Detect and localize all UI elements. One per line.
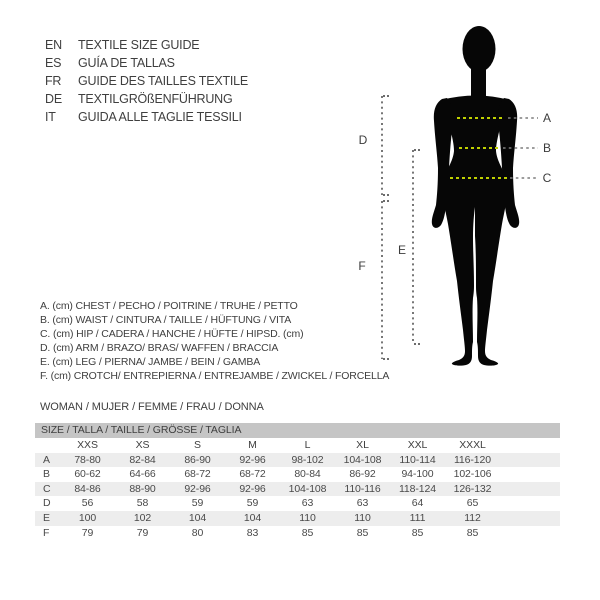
col-header-l: L [304, 439, 311, 451]
size-column-header-row [35, 438, 560, 453]
size-table-section [35, 423, 560, 540]
silhouette-left-arm [432, 98, 453, 228]
table-row-c [35, 482, 560, 497]
cell-e-xs: 102 [133, 511, 152, 524]
measurement-desc-arm: D. (cm) ARM / BRAZO/ BRAS/ WAFFEN / BRACCIA [40, 342, 279, 354]
marker-label-crotch-f: F [358, 259, 366, 273]
size-table [35, 438, 560, 540]
cell-f-m: 83 [246, 526, 259, 539]
lang-row-fr [45, 72, 248, 90]
lang-code-it: IT [45, 110, 56, 124]
col-header-xxs: XXS [77, 439, 98, 451]
measurement-desc-chest: A. (cm) CHEST / PECHO / POITRINE / TRUHE / PETTO [40, 300, 298, 312]
filler-cell [500, 482, 560, 497]
cell-c-l: 104-108 [288, 482, 327, 495]
leader-lines [503, 118, 538, 178]
row-label-c: C [43, 482, 51, 495]
row-label-a: A [43, 453, 50, 466]
cell-b-xxl: 94-100 [401, 468, 434, 481]
silhouette-right-arm [498, 98, 519, 228]
lang-code-de: DE [45, 92, 62, 106]
cell-d-xxl: 64 [411, 497, 424, 510]
lang-row-de [45, 90, 248, 108]
filler-cell [500, 438, 560, 453]
cell-b-xxxl: 102-106 [453, 468, 492, 481]
silhouette-head [463, 26, 496, 72]
cell-e-l: 110 [299, 511, 316, 524]
col-header-s: S [194, 439, 201, 451]
cell-d-l: 63 [301, 497, 314, 510]
filler-cell [500, 496, 560, 511]
row-label-d: D [43, 497, 51, 510]
table-row-e [35, 511, 560, 526]
measurement-desc-crotch: F. (cm) CROTCH/ ENTREPIERNA / ENTREJAMBE / ZWICKEL / FORCELLA [40, 370, 390, 382]
filler-cell [500, 467, 560, 482]
cell-e-s: 104 [188, 511, 207, 524]
cell-a-s: 86-90 [184, 453, 211, 466]
cell-d-s: 59 [191, 497, 204, 510]
cell-a-xxxl: 116-120 [453, 453, 492, 466]
lang-label-fr: GUIDE DES TAILLES TEXTILE [78, 74, 249, 88]
cell-e-xl: 110 [354, 511, 371, 524]
filler-cell [500, 526, 560, 541]
marker-label-waist-b: B [542, 141, 551, 155]
marker-label-arm-d: D [358, 133, 368, 147]
cell-f-xxxl: 85 [466, 526, 479, 539]
silhouette-neck [471, 56, 486, 100]
cell-d-m: 59 [246, 497, 259, 510]
woman-silhouette [432, 26, 519, 366]
table-row-b [35, 467, 560, 482]
marker-label-leg-e: E [397, 243, 406, 257]
lang-label-de: TEXTILGRÖßENFÜHRUNG [78, 92, 233, 106]
col-header-m: M [248, 439, 257, 451]
body-measure-lines [450, 118, 507, 178]
cell-c-xxxl: 126-132 [453, 482, 492, 495]
cell-f-s: 80 [191, 526, 204, 539]
cell-f-xs: 79 [136, 526, 149, 539]
cell-a-xxl: 110-114 [399, 453, 436, 466]
cell-d-xs: 58 [136, 497, 149, 510]
cell-e-m: 104 [243, 511, 262, 524]
cell-f-xxs: 79 [81, 526, 94, 539]
lang-code-es: ES [45, 56, 62, 70]
cell-f-xl: 85 [356, 526, 369, 539]
lang-label-es: GUÍA DE TALLAS [78, 56, 175, 70]
filler-cell [500, 453, 560, 468]
cell-b-m: 68-72 [239, 468, 266, 481]
measurement-desc-waist: B. (cm) WAIST / CINTURA / TAILLE / HÜFTUNG / VITA [40, 314, 292, 326]
cell-e-xxs: 100 [78, 511, 97, 524]
row-label-e: E [43, 511, 50, 524]
row-label-f: F [43, 526, 50, 539]
col-header-xxl: XXL [407, 439, 428, 451]
cell-d-xl: 63 [356, 497, 369, 510]
cell-c-xl: 110-116 [344, 482, 381, 495]
col-header-xl: XL [356, 439, 369, 451]
filler-cell [500, 511, 560, 526]
cell-c-xxs: 84-86 [74, 482, 101, 495]
table-row-a [35, 453, 560, 468]
cell-c-xs: 88-90 [129, 482, 156, 495]
table-row-d [35, 496, 560, 511]
cell-a-xxs: 78-80 [74, 453, 101, 466]
cell-b-xl: 86-92 [349, 468, 376, 481]
cell-b-l: 80-84 [294, 468, 321, 481]
corner-cell [35, 438, 60, 453]
measurement-description-list [40, 299, 389, 383]
lang-row-it [45, 108, 248, 126]
cell-c-xxl: 118-124 [398, 482, 437, 495]
cell-b-s: 68-72 [184, 468, 211, 481]
lang-label-it: GUIDA ALLE TAGLIE TESSILI [78, 110, 242, 124]
cell-c-m: 92-96 [239, 482, 266, 495]
lang-label-en: TEXTILE SIZE GUIDE [78, 38, 200, 52]
col-header-xs: XS [135, 439, 150, 451]
lang-code-fr: FR [45, 74, 62, 88]
measurement-desc-leg: E. (cm) LEG / PIERNA/ JAMBE / BEIN / GAMBA [40, 356, 261, 368]
row-label-b: B [43, 468, 50, 481]
cell-d-xxs: 56 [81, 497, 94, 510]
col-header-xxxl: XXXL [459, 439, 486, 451]
lang-row-es [45, 54, 248, 72]
lang-code-en: EN [45, 38, 62, 52]
size-table-header: SIZE / TALLA / TAILLE / GRÖSSE / TAGLIA [35, 423, 560, 438]
cell-d-xxxl: 65 [466, 497, 479, 510]
language-title-block [45, 36, 248, 126]
cell-a-xs: 82-84 [129, 453, 156, 466]
gender-title: WOMAN / MUJER / FEMME / FRAU / DONNA [40, 401, 264, 413]
measurement-desc-hip: C. (cm) HIP / CADERA / HANCHE / HÜFTE / HIPSD. (cm) [40, 328, 304, 340]
cell-c-s: 92-96 [184, 482, 211, 495]
cell-a-xl: 104-108 [343, 453, 382, 466]
cell-f-xxl: 85 [411, 526, 424, 539]
cell-b-xs: 64-66 [129, 468, 156, 481]
lang-row-en [45, 36, 248, 54]
cell-b-xxs: 60-62 [74, 468, 101, 481]
table-row-f [35, 526, 560, 541]
silhouette-torso-legs [441, 96, 509, 366]
cell-e-xxl: 111 [409, 511, 426, 524]
cell-a-l: 98-102 [291, 453, 324, 466]
cell-a-m: 92-96 [239, 453, 266, 466]
cell-e-xxxl: 112 [464, 511, 481, 524]
marker-label-chest-a: A [542, 111, 551, 125]
marker-label-hip-c: C [542, 171, 552, 185]
cell-f-l: 85 [301, 526, 314, 539]
